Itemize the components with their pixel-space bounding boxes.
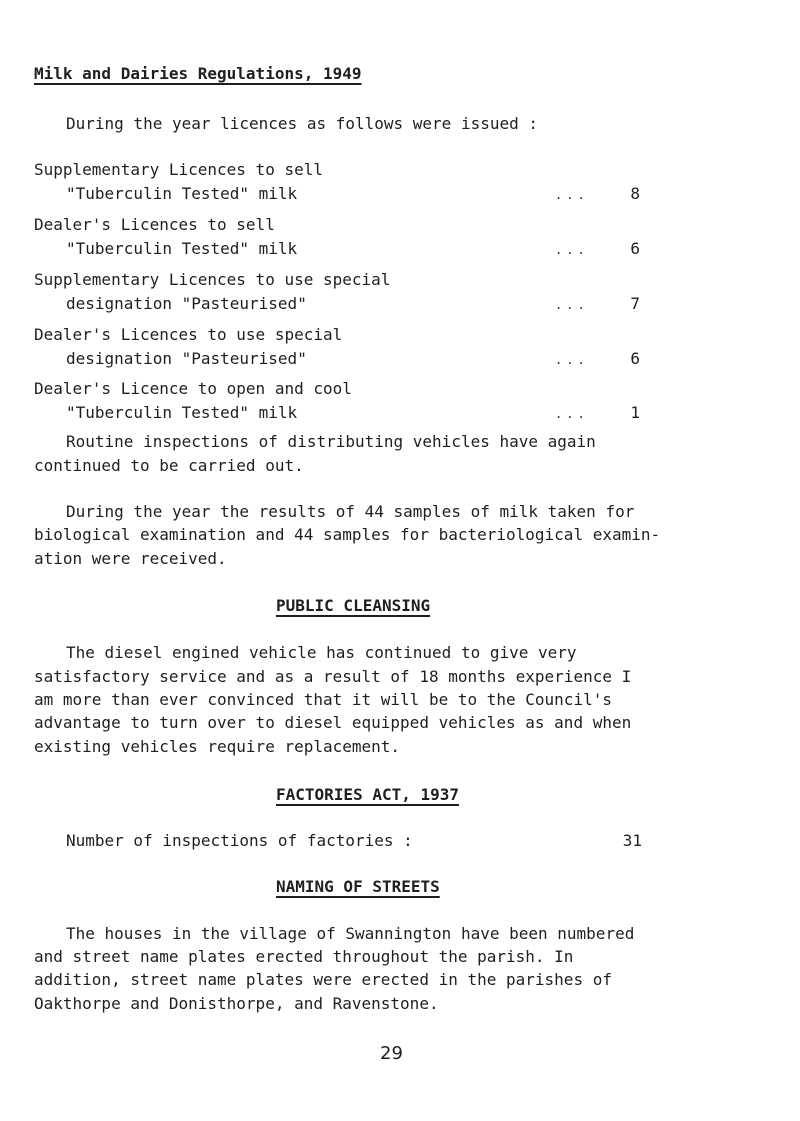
licence-line1: Supplementary Licences to sell — [34, 160, 323, 179]
licence-count: 7 — [630, 294, 640, 313]
heading-public-cleansing: PUBLIC CLEANSING — [276, 596, 431, 615]
paragraph-line: satisfactory service and as a result of 18 months experience I — [34, 667, 632, 686]
leader-dots: ... — [555, 298, 589, 312]
factories-inspections-label: Number of inspections of factories : — [66, 831, 413, 850]
leader-dots: ... — [555, 407, 589, 421]
leader-dots: ... — [555, 188, 589, 202]
paragraph-line: and street name plates erected throughout the parish. In — [34, 947, 574, 966]
licences-intro: During the year licences as follows were issued : — [66, 114, 539, 133]
heading-naming-of-streets: NAMING OF STREETS — [276, 877, 440, 896]
licence-line2: designation "Pasteurised" — [66, 294, 307, 313]
paragraph-line: The diesel engined vehicle has continued to give very — [66, 643, 577, 662]
paragraph-line: During the year the results of 44 samples of milk taken for — [66, 502, 635, 521]
licence-count: 8 — [630, 184, 640, 203]
paragraph-line: existing vehicles require replacement. — [34, 737, 401, 756]
paragraph-line: am more than ever convinced that it will be to the Council's — [34, 690, 612, 709]
paragraph-line: biological examination and 44 samples for bacteriological examin- — [34, 525, 661, 544]
licence-count: 6 — [630, 349, 640, 368]
licence-count: 6 — [630, 239, 640, 258]
heading-milk-dairies: Milk and Dairies Regulations, 1949 — [34, 64, 362, 83]
paragraph-line: continued to be carried out. — [34, 456, 304, 475]
licence-line2: "Tuberculin Tested" milk — [66, 239, 298, 258]
leader-dots: ... — [555, 243, 589, 257]
licence-line2: "Tuberculin Tested" milk — [66, 403, 298, 422]
factories-inspections-count: 31 — [622, 831, 642, 850]
paragraph-line: Routine inspections of distributing vehicles have again — [66, 432, 596, 451]
paragraph-line: The houses in the village of Swannington have been numbered — [66, 924, 635, 943]
paragraph-line: ation were received. — [34, 549, 227, 568]
leader-dots: ... — [555, 353, 589, 367]
licence-line1: Dealer's Licences to use special — [34, 325, 343, 344]
licence-line1: Dealer's Licences to sell — [34, 215, 275, 234]
licence-line1: Supplementary Licences to use special — [34, 270, 391, 289]
licence-count: 1 — [630, 403, 640, 422]
paragraph-line: advantage to turn over to diesel equipped vehicles as and when — [34, 713, 632, 732]
licence-line2: "Tuberculin Tested" milk — [66, 184, 298, 203]
licence-line2: designation "Pasteurised" — [66, 349, 307, 368]
licence-line1: Dealer's Licence to open and cool — [34, 379, 352, 398]
page-number: 29 — [380, 1043, 403, 1064]
paragraph-line: addition, street name plates were erected in the parishes of — [34, 970, 612, 989]
paragraph-line: Oakthorpe and Donisthorpe, and Ravenstone. — [34, 994, 439, 1013]
heading-factories-act: FACTORIES ACT, 1937 — [276, 785, 460, 804]
